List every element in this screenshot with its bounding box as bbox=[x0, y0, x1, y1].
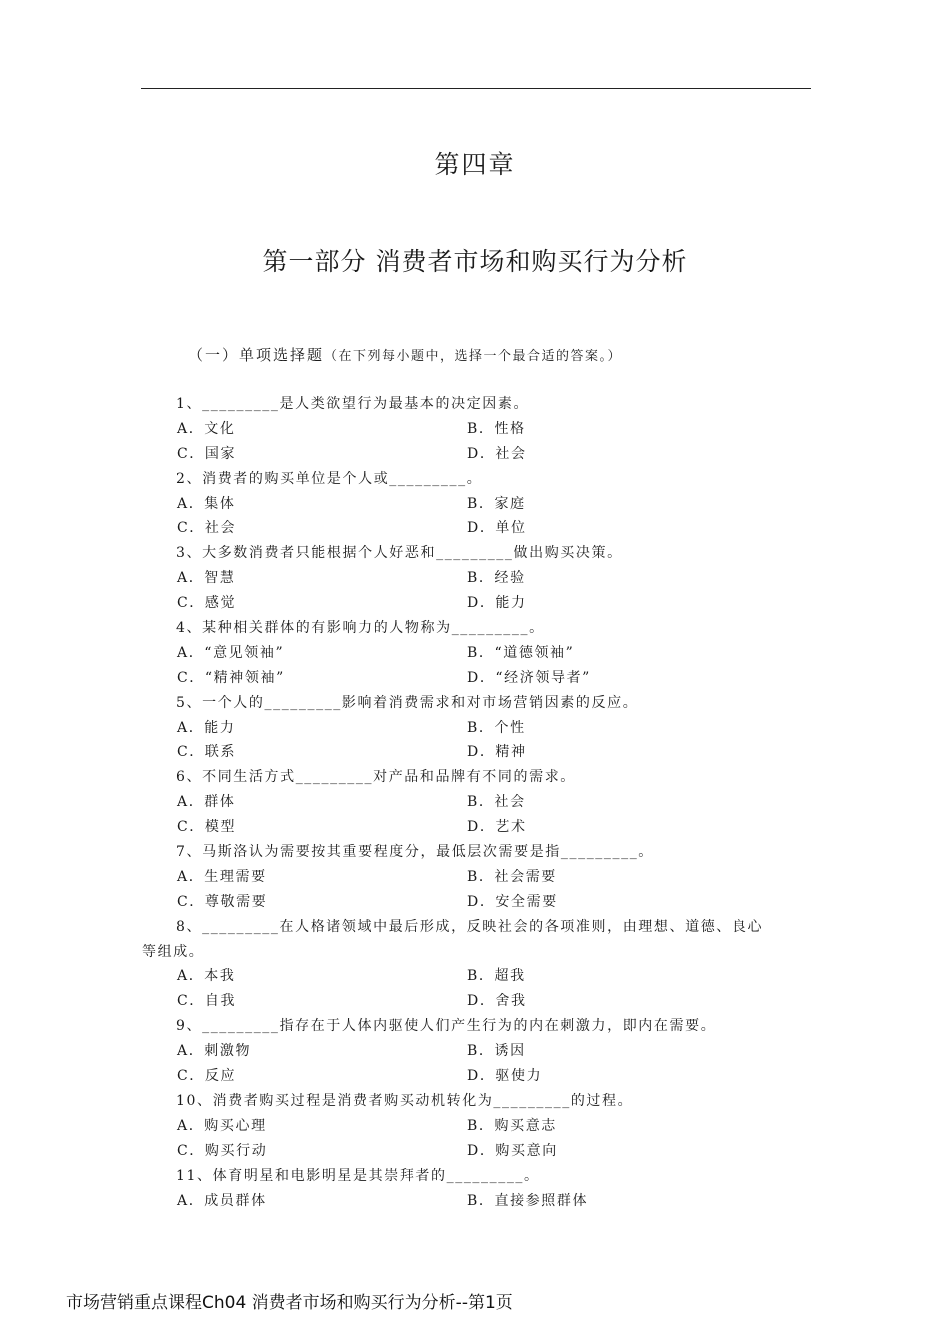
option-row bbox=[0, 666, 950, 691]
option-b: B．超我 bbox=[467, 968, 526, 985]
option-row bbox=[0, 1139, 950, 1164]
question-3: 3、大多数消费者只能根据个人好恶和_________做出购买决策。 bbox=[176, 545, 623, 562]
option-a: A．成员群体 bbox=[177, 1192, 267, 1209]
option-row bbox=[0, 641, 950, 666]
option-b: B．诱因 bbox=[467, 1043, 526, 1060]
question-4: 4、某种相关群体的有影响力的人物称为_________。 bbox=[176, 620, 545, 637]
option-row bbox=[0, 492, 950, 517]
option-c: C．模型 bbox=[177, 819, 237, 836]
option-row bbox=[0, 1064, 950, 1089]
option-a: A．能力 bbox=[177, 719, 236, 736]
option-row bbox=[0, 740, 950, 765]
option-row bbox=[0, 591, 950, 616]
option-row bbox=[0, 1039, 950, 1064]
option-row bbox=[0, 1114, 950, 1139]
option-b: B．直接参照群体 bbox=[467, 1192, 589, 1209]
option-row bbox=[0, 442, 950, 467]
question-5: 5、一个人的_________影响着消费需求和对市场营销因素的反应。 bbox=[176, 694, 639, 711]
option-a: A．生理需要 bbox=[177, 868, 267, 885]
option-b: B．“道德领袖” bbox=[467, 644, 575, 661]
option-d: D．单位 bbox=[467, 520, 527, 537]
section-heading-label: （一）单项选择题 bbox=[188, 346, 325, 364]
option-a: A．购买心理 bbox=[177, 1117, 267, 1134]
chapter-title: 第四章 bbox=[434, 150, 516, 179]
option-d: D．艺术 bbox=[467, 819, 527, 836]
option-row bbox=[0, 989, 950, 1014]
option-row bbox=[0, 865, 950, 890]
option-a: A．智慧 bbox=[177, 570, 236, 587]
question-11: 11、体育明星和电影明星是其崇拜者的_________。 bbox=[176, 1167, 540, 1184]
option-a: A．刺激物 bbox=[177, 1043, 252, 1060]
page-footer: 市场营销重点课程Ch04 消费者市场和购买行为分析--第1页 bbox=[66, 1293, 513, 1313]
part-title: 第一部分 消费者市场和购买行为分析 bbox=[262, 247, 688, 276]
option-b: B．个性 bbox=[467, 719, 526, 736]
option-row bbox=[0, 716, 950, 741]
section-heading bbox=[188, 344, 622, 365]
option-c: C．尊敬需要 bbox=[177, 893, 268, 910]
option-row bbox=[0, 516, 950, 541]
question-9: 9、_________指存在于人体内驱使人们产生行为的内在刺激力，即内在需要。 bbox=[176, 1018, 717, 1035]
option-c: C．社会 bbox=[177, 520, 237, 537]
option-d: D．舍我 bbox=[467, 993, 527, 1010]
option-row bbox=[0, 790, 950, 815]
option-a: A．本我 bbox=[177, 968, 236, 985]
question-8: 8、_________在人格诸领域中最后形成，反映社会的各项准则，由理想、道德、良心 bbox=[176, 918, 764, 935]
section-heading-note: （在下列每小题中，选择一个最合适的答案。） bbox=[324, 349, 623, 364]
option-c: C．“精神领袖” bbox=[177, 669, 285, 686]
option-row bbox=[0, 890, 950, 915]
option-d: D．安全需要 bbox=[467, 893, 558, 910]
option-a: A．群体 bbox=[177, 794, 236, 811]
option-b: B．社会 bbox=[467, 794, 526, 811]
option-row bbox=[0, 815, 950, 840]
question-list bbox=[0, 392, 950, 1213]
option-b: B．经验 bbox=[467, 570, 526, 587]
option-d: D．购买意向 bbox=[467, 1142, 558, 1159]
option-b: B．家庭 bbox=[467, 495, 526, 512]
option-a: A．文化 bbox=[177, 420, 236, 437]
option-c: C．国家 bbox=[177, 445, 237, 462]
option-row bbox=[0, 964, 950, 989]
question-2: 2、消费者的购买单位是个人或_________。 bbox=[176, 470, 483, 487]
option-b: B．购买意志 bbox=[467, 1117, 557, 1134]
option-c: C．自我 bbox=[177, 993, 237, 1010]
option-a: A．集体 bbox=[177, 495, 236, 512]
option-b: B．性格 bbox=[467, 420, 526, 437]
option-d: D．能力 bbox=[467, 595, 527, 612]
question-7: 7、马斯洛认为需要按其重要程度分，最低层次需要是指_________。 bbox=[176, 844, 654, 861]
option-d: D．“经济领导者” bbox=[467, 669, 591, 686]
option-d: D．社会 bbox=[467, 445, 527, 462]
question-1: 1、_________是人类欲望行为最基本的决定因素。 bbox=[176, 396, 530, 412]
option-row bbox=[0, 1189, 950, 1214]
top-rule bbox=[141, 88, 811, 89]
option-d: D．驱使力 bbox=[467, 1068, 543, 1085]
option-c: C．联系 bbox=[177, 744, 237, 761]
question-10: 10、消费者购买过程是消费者购买动机转化为_________的过程。 bbox=[176, 1092, 634, 1109]
option-row bbox=[0, 417, 950, 442]
option-c: C．反应 bbox=[177, 1068, 237, 1085]
option-b: B．社会需要 bbox=[467, 868, 557, 885]
option-a: A．“意见领袖” bbox=[177, 644, 285, 661]
question-6: 6、不同生活方式_________对产品和品牌有不同的需求。 bbox=[176, 769, 576, 786]
question-8-continuation: 等组成。 bbox=[142, 943, 205, 960]
option-c: C．感觉 bbox=[177, 595, 237, 612]
option-c: C．购买行动 bbox=[177, 1142, 268, 1159]
option-d: D．精神 bbox=[467, 744, 527, 761]
option-row bbox=[0, 566, 950, 591]
